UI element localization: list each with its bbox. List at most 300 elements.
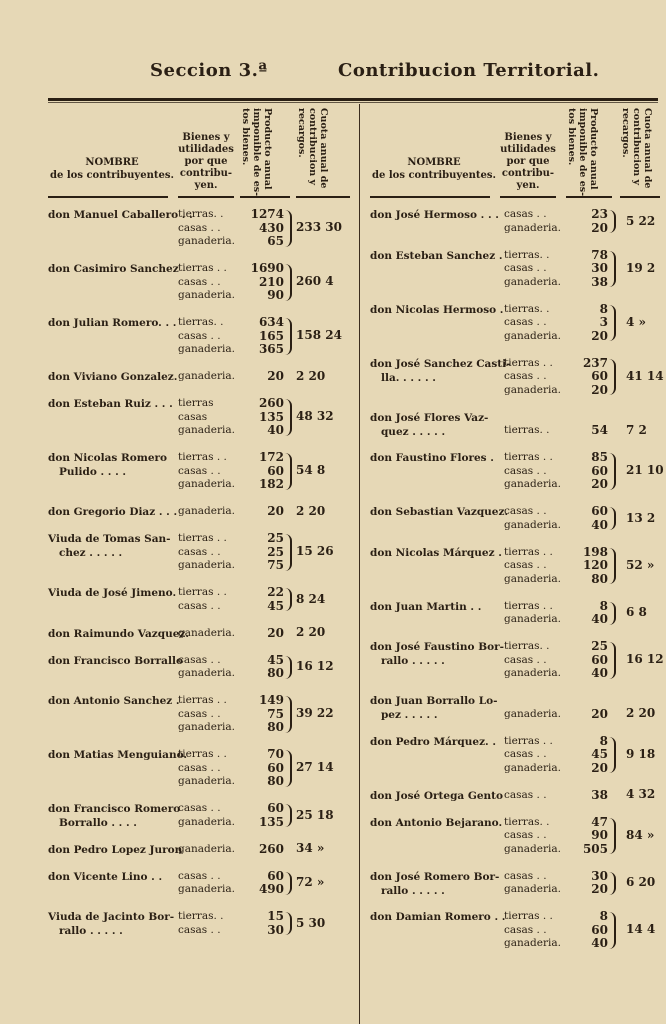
asset-type: tierras. . [504, 815, 550, 828]
asset-types [504, 708, 561, 722]
asset-type: casas . . [178, 653, 221, 666]
taxable-value: 60 [267, 801, 284, 815]
taxable-value: 8 [599, 598, 608, 613]
header-underline [240, 196, 290, 198]
ledger-row [48, 843, 354, 857]
asset-type: tierras. . [504, 248, 550, 261]
left-table [48, 104, 354, 937]
taxable-value: 135 [258, 409, 284, 424]
annual-quota: 6 8 [626, 605, 647, 619]
asset-types [178, 505, 235, 519]
contributor-name: don José Ortega Gento [370, 789, 503, 802]
right-table [370, 104, 664, 950]
asset-type: tierras [178, 397, 214, 409]
header-underline [370, 196, 490, 198]
curly-brace [609, 818, 616, 855]
asset-type: casas . . [178, 802, 221, 814]
taxable-value: 60 [591, 463, 608, 478]
curly-brace [285, 804, 292, 827]
taxable-value: 8 [599, 301, 608, 316]
asset-types [178, 586, 227, 613]
header-underline [500, 196, 556, 198]
asset-type: tierras. . [504, 302, 550, 315]
taxable-value: 25 [591, 639, 608, 653]
contributor-name: don Matias Menguiano. [48, 749, 188, 761]
taxable-products [238, 532, 284, 573]
contributor-name: don Casimiro Sanchez [48, 263, 179, 275]
taxable-products [238, 910, 284, 937]
taxable-products [566, 451, 608, 492]
asset-type: casas . . [178, 923, 221, 936]
taxable-value: 54 [591, 423, 608, 437]
taxable-products [566, 249, 608, 290]
curly-brace [609, 251, 616, 288]
curly-brace [609, 210, 616, 233]
asset-types [504, 600, 561, 627]
taxable-value: 45 [267, 598, 284, 613]
asset-type: ganaderia. [504, 329, 561, 342]
taxable-value: 60 [591, 369, 608, 383]
taxable-value: 70 [267, 747, 284, 761]
asset-types [504, 789, 547, 803]
taxable-value: 20 [591, 882, 608, 896]
taxable-value: 78 [591, 247, 608, 262]
ledger-row [370, 451, 662, 492]
ledger-row [370, 546, 662, 587]
taxable-value: 490 [258, 882, 284, 896]
asset-type: casas . . [178, 869, 221, 882]
ledger-row [48, 451, 354, 492]
taxable-value: 1690 [250, 261, 284, 275]
taxable-products [238, 627, 284, 641]
annual-quota: 9 18 [626, 746, 656, 761]
curly-brace [285, 696, 292, 733]
annual-quota: 41 14 [626, 368, 664, 383]
contributor-name: don Vicente Lino . . [48, 870, 163, 883]
page-title: Contribucion Territorial. [338, 60, 600, 81]
annual-quota: 233 30 [296, 220, 342, 235]
taxable-value: 505 [582, 841, 608, 856]
asset-types [504, 424, 550, 438]
asset-type: ganaderia. [504, 383, 561, 396]
contributor-name: don Nicolas Hermoso . [370, 303, 504, 316]
asset-type: tierras . . [178, 748, 227, 760]
ledger-row [48, 910, 354, 937]
taxable-products [566, 910, 608, 951]
ledger-row [370, 735, 662, 776]
ledger-row [48, 870, 354, 897]
contributor-name: don Damian Romero . . [370, 911, 506, 923]
taxable-value: 60 [591, 922, 608, 937]
ledger-row [48, 694, 354, 735]
asset-type: ganaderia. [504, 478, 561, 490]
asset-type: ganaderia. [178, 289, 235, 301]
contributor-name: Viuda de Tomas San- chez . . . . . [48, 533, 171, 559]
taxable-products [238, 694, 284, 735]
annual-quota: 260 4 [296, 274, 334, 289]
taxable-value: 260 [258, 841, 284, 856]
taxable-value: 182 [258, 477, 284, 491]
asset-type: casas . . [504, 262, 547, 274]
asset-type: ganaderia. [178, 505, 235, 517]
curly-brace [285, 750, 292, 787]
asset-type: casas . . [178, 545, 221, 558]
taxable-value: 60 [267, 868, 284, 883]
taxable-value: 430 [258, 220, 284, 235]
asset-types [504, 640, 561, 681]
taxable-products [238, 451, 284, 492]
annual-quota: 54 8 [296, 463, 326, 478]
contributor-name: don Esteban Sanchez . [370, 249, 503, 262]
contributor-name: don Faustino Flores . [370, 452, 494, 464]
asset-type: casas . . [504, 208, 547, 220]
asset-types [504, 249, 561, 290]
taxable-value: 40 [267, 423, 284, 437]
ledger-row [48, 505, 354, 519]
contributor-name: don José Romero Bor- rallo . . . . . [370, 870, 500, 897]
header-rule [48, 98, 658, 101]
taxable-value: 25 [267, 531, 284, 545]
contributor-name: don Julian Romero. . . [48, 317, 177, 329]
curly-brace [285, 453, 292, 490]
taxable-value: 90 [267, 288, 284, 302]
contributor-name: don Gregorio Diaz . . . [48, 506, 178, 518]
asset-types [178, 370, 235, 384]
contributor-name: Viuda de José Jimeno. [48, 587, 177, 599]
ledger-row [370, 303, 662, 344]
curly-brace [609, 359, 616, 396]
annual-quota: 6 20 [626, 875, 656, 889]
taxable-value: 40 [591, 612, 608, 626]
asset-type: casas . . [504, 829, 547, 841]
taxable-value: 260 [258, 396, 284, 410]
taxable-value: 165 [258, 328, 284, 343]
annual-quota: 48 32 [296, 409, 334, 424]
taxable-products [566, 870, 608, 897]
asset-type: casas . . [504, 370, 547, 382]
contributor-name: don José Sanchez Casti- lla. . . . . . [370, 357, 511, 384]
taxable-value: 20 [591, 328, 608, 343]
curly-brace [285, 912, 292, 935]
section-heading: Seccion 3.ª [150, 60, 268, 81]
ledger-row [48, 208, 354, 249]
asset-type: ganaderia. [178, 559, 235, 571]
asset-type: ganaderia. [178, 883, 235, 895]
col-header-producto: Producto anual imponible de es-tos bienes. [566, 108, 599, 197]
header-underline [48, 196, 168, 198]
asset-type: tierras. . [178, 316, 224, 328]
asset-type: tierras . . [504, 356, 553, 369]
left-table-header [48, 104, 354, 202]
curly-brace [609, 912, 616, 949]
contributor-name: don Nicolas Romero Pulido . . . . [48, 452, 168, 478]
ledger-row [48, 586, 354, 613]
ledger-row [370, 694, 662, 721]
taxable-products [566, 600, 608, 627]
asset-type: tierras. . [178, 208, 224, 220]
taxable-value: 3 [599, 315, 608, 329]
curly-brace [609, 548, 616, 585]
curly-brace [285, 264, 292, 301]
contributor-name: don José Faustino Bor- rallo . . . . . [370, 641, 504, 667]
asset-type: ganaderia. [178, 842, 235, 855]
taxable-products [566, 735, 608, 776]
col-header-name: NOMBRE de los contribuyentes. [372, 157, 496, 181]
contributor-name: don Pedro Márquez. . [370, 735, 497, 748]
asset-type: casas . . [178, 599, 221, 612]
asset-type: casas . . [504, 653, 547, 666]
taxable-products [566, 816, 608, 857]
asset-type: casas . . [178, 761, 221, 774]
contributor-name: don Francisco Romero Borrallo . . . . [48, 803, 181, 829]
taxable-value: 20 [591, 220, 608, 235]
header-underline [296, 196, 350, 198]
annual-quota: 25 18 [296, 807, 334, 822]
contributor-name: don Viviano Gonzalez. [48, 371, 178, 383]
taxable-products [566, 303, 608, 344]
asset-types [178, 654, 235, 681]
taxable-value: 634 [258, 315, 284, 329]
taxable-value: 40 [591, 517, 608, 532]
curly-brace [609, 305, 616, 342]
asset-types [504, 816, 561, 857]
taxable-value: 20 [591, 477, 608, 491]
ledger-row [370, 816, 662, 857]
annual-quota: 2 20 [296, 625, 326, 640]
taxable-products [238, 586, 284, 613]
taxable-products [238, 748, 284, 789]
asset-type: ganaderia. [178, 626, 235, 639]
col-header-cuota: Cuota anual de contribucion y recargos. [296, 108, 329, 189]
annual-quota: 52 » [626, 557, 655, 572]
taxable-value: 80 [591, 571, 608, 586]
asset-type: tierras. . [178, 910, 224, 922]
asset-type: casas . . [504, 788, 547, 801]
annual-quota: 19 2 [626, 260, 656, 275]
asset-type: tierras . . [178, 532, 227, 544]
taxable-products [238, 316, 284, 357]
taxable-value: 38 [591, 274, 608, 289]
contributor-name: don Francisco Borrallo [48, 654, 183, 667]
contributor-name: don Juan Borrallo Lo- pez . . . . . [370, 695, 498, 721]
curly-brace [285, 534, 292, 571]
asset-type: ganaderia. [504, 883, 561, 895]
col-header-bienes: Bienes y utilidades por que contribu-yen. [500, 132, 556, 191]
asset-type: casas . . [504, 869, 547, 882]
ledger-row [48, 532, 354, 573]
ledger-row [48, 316, 354, 357]
taxable-value: 20 [591, 706, 608, 721]
asset-type: tierras . . [504, 545, 553, 558]
asset-type: casas . . [504, 748, 547, 760]
asset-types [178, 316, 235, 357]
asset-types [504, 910, 561, 951]
asset-type: ganaderia. [504, 937, 561, 949]
taxable-value: 210 [258, 274, 284, 289]
asset-types [178, 910, 224, 937]
taxable-products [238, 870, 284, 897]
ledger-row [370, 870, 662, 897]
taxable-value: 60 [591, 652, 608, 667]
col-header-bienes: Bienes y utilidades por que contribu-yen. [178, 132, 234, 191]
asset-types [504, 357, 561, 398]
asset-types [504, 870, 561, 897]
annual-quota: 158 24 [296, 328, 342, 343]
asset-types [504, 546, 561, 587]
taxable-products [566, 424, 608, 438]
column-divider [359, 104, 360, 1024]
asset-type: casas . . [504, 505, 547, 517]
taxable-value: 85 [591, 450, 608, 464]
taxable-products [566, 505, 608, 532]
curly-brace [285, 872, 292, 895]
asset-type: casas . . [504, 559, 547, 571]
taxable-value: 20 [267, 625, 284, 640]
taxable-value: 40 [591, 936, 608, 950]
annual-quota: 72 » [296, 875, 325, 889]
taxable-products [238, 654, 284, 681]
taxable-value: 23 [591, 207, 608, 221]
taxable-value: 75 [267, 706, 284, 721]
taxable-value: 38 [591, 787, 608, 802]
asset-type: casas [178, 410, 208, 423]
annual-quota: 5 30 [296, 915, 326, 930]
taxable-value: 8 [599, 909, 608, 923]
taxable-products [566, 546, 608, 587]
asset-type: tierras . . [504, 910, 553, 922]
annual-quota: 4 » [626, 314, 647, 329]
taxable-products [566, 640, 608, 681]
asset-types [178, 451, 235, 492]
ledger-row [48, 654, 354, 681]
taxable-value: 15 [267, 909, 284, 923]
annual-quota: 8 24 [296, 591, 326, 606]
contributor-name: don Antonio Sanchez . [48, 695, 180, 707]
ledger-row [370, 789, 662, 803]
asset-type: ganaderia. [504, 842, 561, 855]
asset-type: ganaderia. [504, 275, 561, 288]
curly-brace [285, 210, 292, 247]
taxable-value: 80 [267, 666, 284, 680]
curly-brace [609, 642, 616, 679]
asset-types [178, 802, 235, 829]
asset-types [178, 843, 235, 857]
asset-type: tierras . . [178, 586, 227, 598]
curly-brace [609, 507, 616, 530]
annual-quota: 14 4 [626, 922, 656, 937]
curly-brace [285, 399, 292, 436]
taxable-products [238, 802, 284, 829]
taxable-value: 20 [267, 369, 284, 383]
contributor-name: don Raimundo Vazquez. [48, 627, 189, 640]
contributor-name: don José Flores Vaz- quez . . . . . [370, 411, 489, 438]
curly-brace [609, 602, 616, 625]
curly-brace [609, 872, 616, 895]
asset-type: ganaderia. [504, 707, 561, 720]
taxable-value: 30 [591, 868, 608, 883]
taxable-value: 135 [258, 814, 284, 829]
asset-types [504, 451, 561, 492]
taxable-products [566, 789, 608, 803]
asset-types [504, 208, 561, 235]
asset-type: ganaderia. [178, 424, 235, 436]
col-header-producto: Producto anual imponible de es-tos bienes. [240, 108, 273, 197]
asset-type: casas . . [178, 707, 221, 720]
ledger-row [370, 357, 662, 398]
asset-type: tierras . . [504, 451, 553, 463]
asset-type: ganaderia. [504, 613, 561, 625]
asset-types [178, 748, 235, 789]
asset-type: ganaderia. [504, 667, 561, 679]
ledger-row [48, 627, 354, 641]
asset-type: ganaderia. [504, 221, 561, 234]
curly-brace [609, 737, 616, 774]
ledger-row [370, 600, 662, 627]
taxable-products [566, 708, 608, 722]
asset-types [178, 397, 235, 438]
curly-brace [285, 656, 292, 679]
asset-type: ganaderia. [504, 761, 561, 774]
ledger-row [48, 262, 354, 303]
asset-type: tierras . . [178, 451, 227, 463]
annual-quota: 15 26 [296, 544, 334, 559]
asset-type: ganaderia. [178, 721, 235, 733]
ledger-row [370, 411, 662, 438]
asset-type: ganaderia. [504, 572, 561, 585]
annual-quota: 4 32 [626, 787, 656, 802]
asset-type: ganaderia. [178, 343, 235, 355]
asset-type: casas . . [178, 275, 221, 288]
contributor-name: don Juan Martin . . [370, 600, 482, 613]
taxable-value: 90 [591, 828, 608, 842]
asset-type: casas . . [178, 329, 221, 342]
contributor-name: don Antonio Bejarano. [370, 816, 503, 829]
taxable-value: 20 [591, 382, 608, 397]
asset-types [178, 694, 235, 735]
annual-quota: 27 14 [296, 760, 334, 775]
right-table-header [370, 104, 662, 202]
annual-quota: 16 12 [626, 652, 664, 667]
asset-type: tierras . . [178, 694, 227, 706]
taxable-value: 45 [267, 652, 284, 667]
taxable-products [238, 370, 284, 384]
taxable-value: 237 [582, 355, 608, 370]
taxable-products [238, 397, 284, 438]
header-rule-thin [48, 102, 658, 103]
ledger-row [370, 249, 662, 290]
asset-type: ganaderia. [178, 235, 235, 247]
asset-type: ganaderia. [178, 478, 235, 490]
header-underline [566, 196, 612, 198]
taxable-value: 22 [267, 585, 284, 599]
ledger-row [48, 802, 354, 829]
taxable-products [238, 843, 284, 857]
curly-brace [285, 318, 292, 355]
annual-quota: 34 » [296, 841, 325, 856]
taxable-products [238, 262, 284, 303]
asset-type: ganaderia. [504, 518, 561, 531]
taxable-value: 45 [591, 747, 608, 761]
asset-type: tierras. . [504, 640, 550, 652]
asset-type: ganaderia. [178, 370, 235, 382]
header-underline [620, 196, 660, 198]
taxable-value: 75 [267, 558, 284, 572]
annual-quota: 7 2 [626, 422, 647, 437]
ledger-row [48, 370, 354, 384]
asset-types [504, 505, 561, 532]
annual-quota: 2 20 [296, 503, 326, 518]
taxable-value: 365 [258, 342, 284, 356]
